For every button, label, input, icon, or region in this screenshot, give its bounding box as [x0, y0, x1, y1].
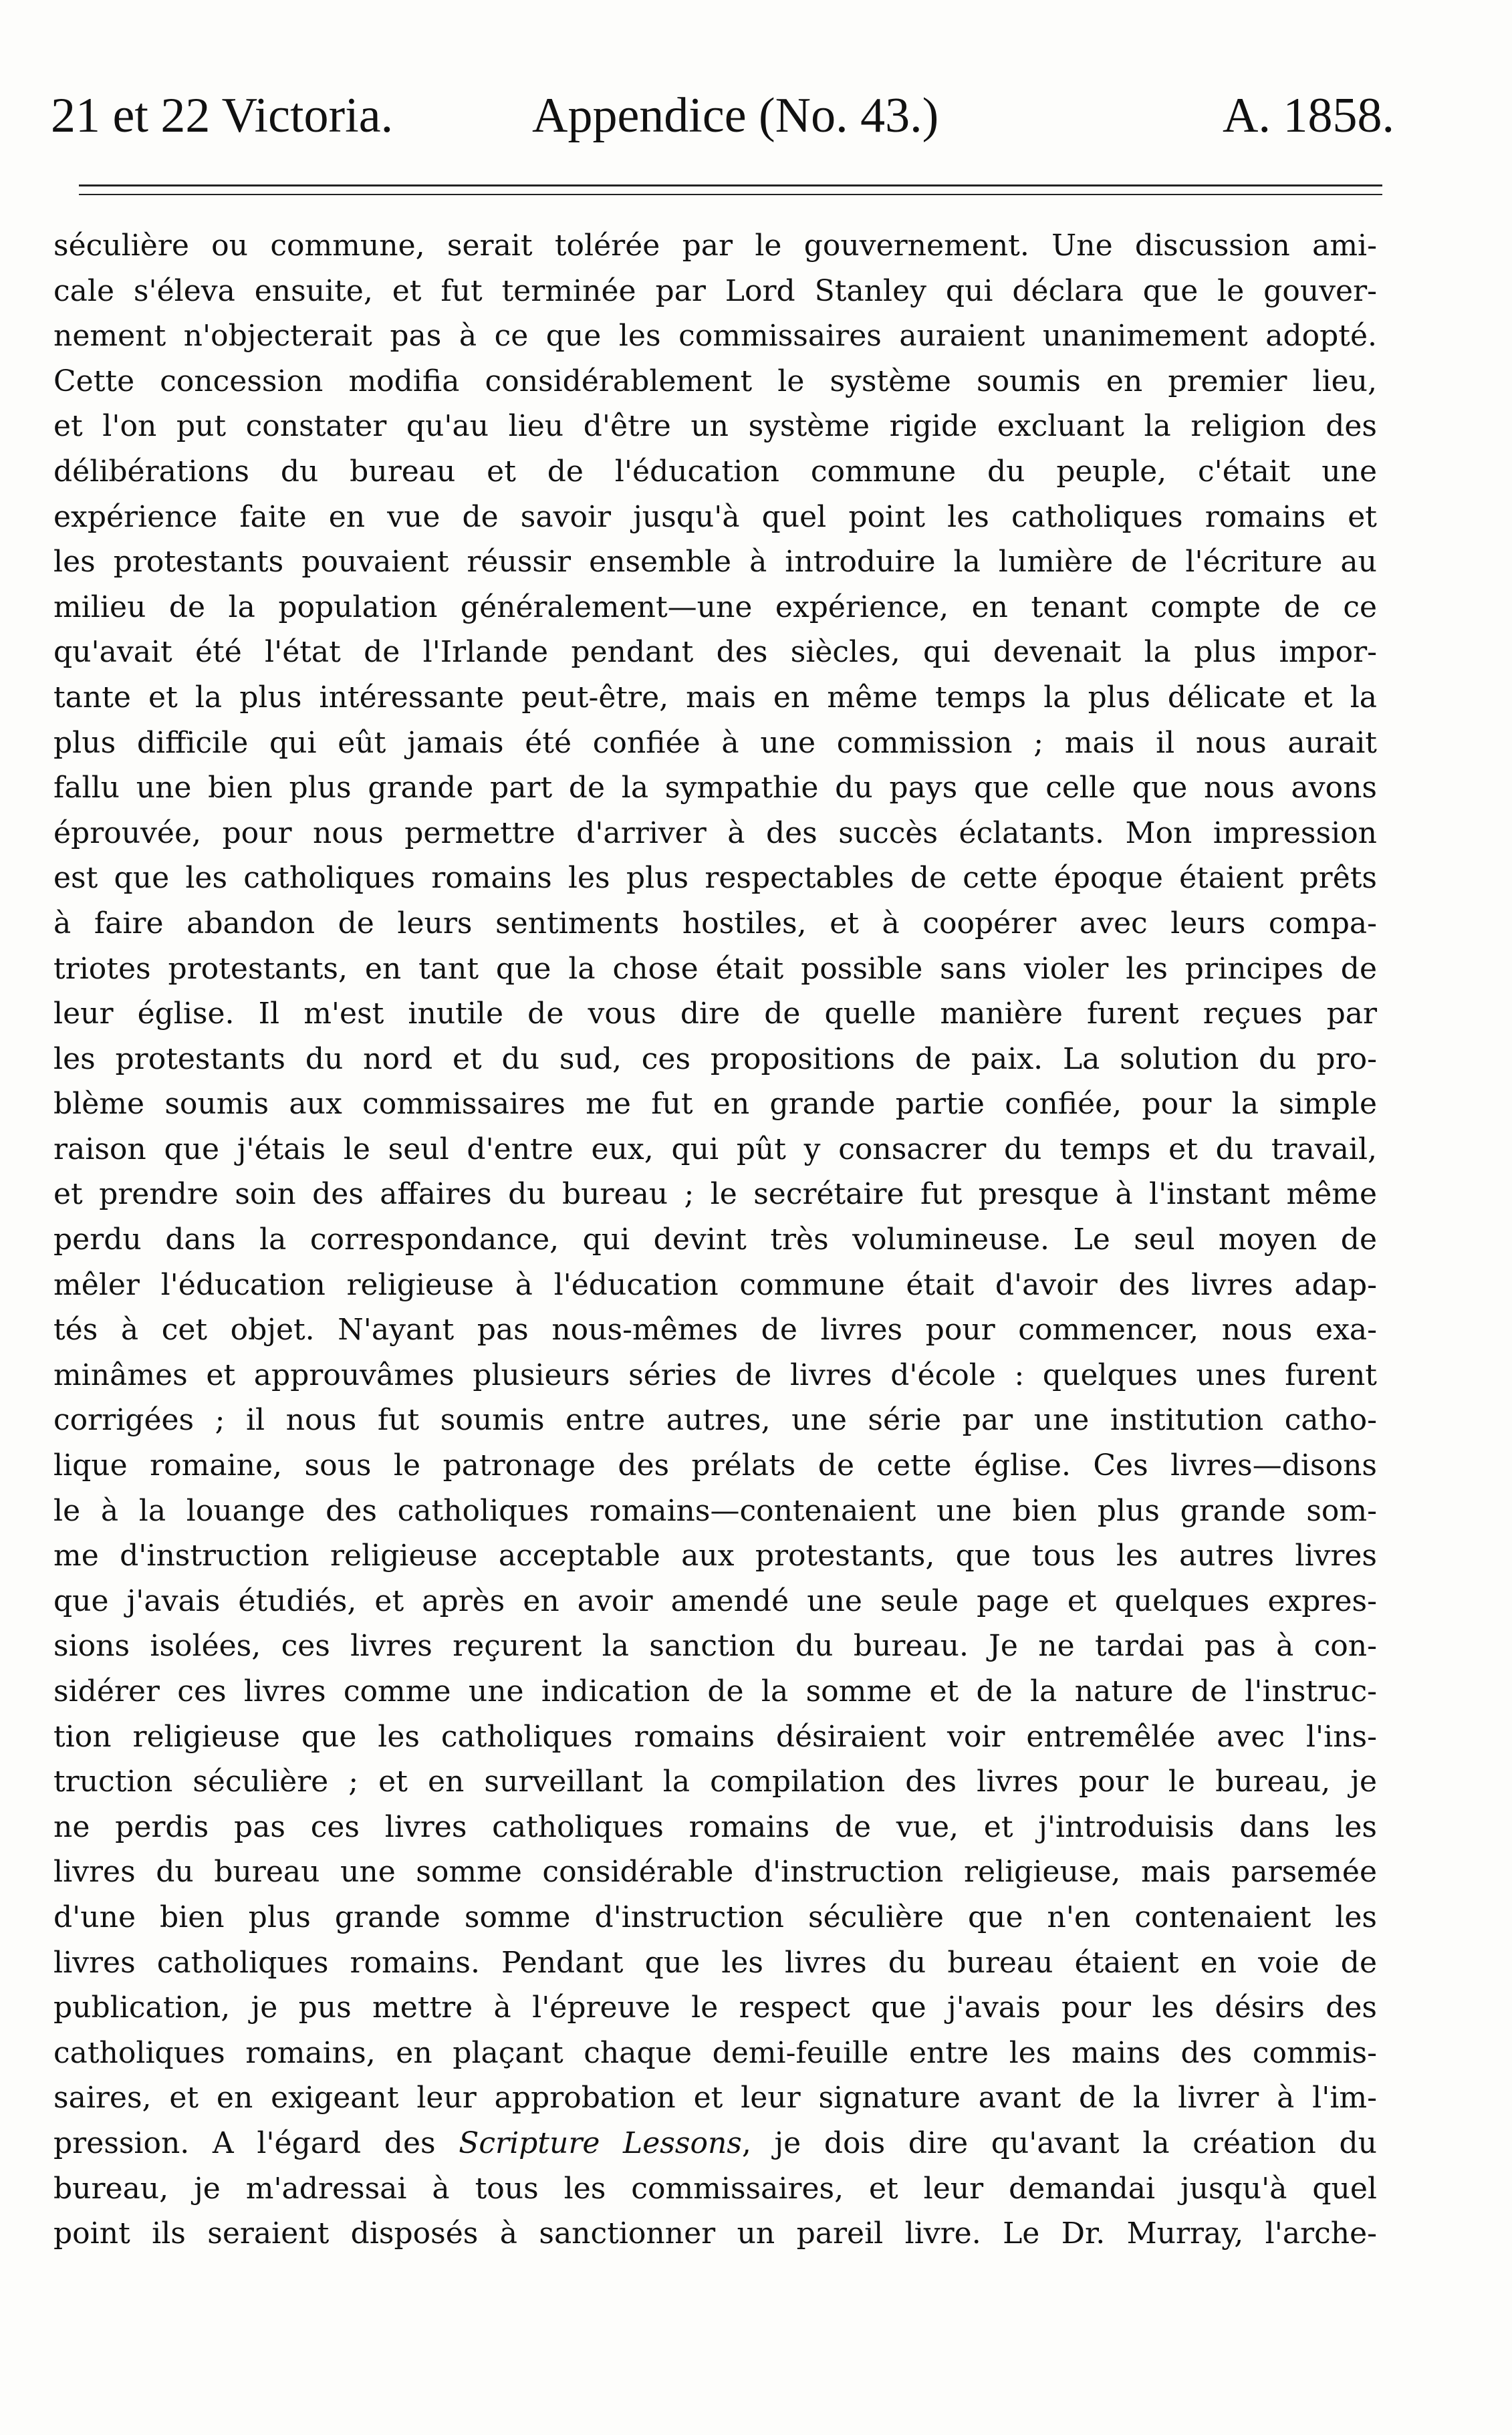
header-appendix: Appendice (No. 43.): [532, 88, 939, 143]
text-line: blème soumis aux commissaires me fut en grande partie confiée, pour la simple: [53, 1087, 1377, 1122]
text-line: tés à cet objet. N'ayant pas nous-mêmes de livres pour commencer, nous exa-: [53, 1313, 1377, 1348]
text-line: à faire abandon de leurs sentiments hostiles, et à coopérer avec leurs compa-: [53, 906, 1377, 940]
text-line: le à la louange des catholiques romains—contenaient une bien plus grande som-: [53, 1493, 1377, 1528]
text-line: truction séculière ; et en surveillant la compilation des livres pour le bureau, je: [53, 1765, 1377, 1799]
text-line: milieu de la population généralement—une expérience, en tenant compte de ce: [53, 590, 1377, 624]
text-line: nement n'objecterait pas à ce que les commissaires auraient unanimement adopté.: [53, 319, 1377, 354]
text-line: livres du bureau une somme considérable d'instruction religieuse, mais parsemée: [53, 1855, 1377, 1890]
text-line: que j'avais étudiés, et après en avoir amendé une seule page et quelques expres-: [53, 1583, 1377, 1618]
text-line: bureau, je m'adressai à tous les commissaires, et leur demandai jusqu'à quel: [53, 2171, 1377, 2206]
text-line: délibérations du bureau et de l'éducation commune du peuple, c'était une: [53, 454, 1377, 489]
text-line: et prendre soin des affaires du bureau ; le secrétaire fut presque à l'instant même: [53, 1177, 1377, 1212]
header-rule-top: [79, 184, 1382, 186]
running-header: [51, 86, 1394, 146]
header-rule-bottom: [79, 194, 1382, 195]
text-line: et l'on put constater qu'au lieu d'être un système rigide excluant la religion des: [53, 409, 1377, 444]
text-line: sions isolées, ces livres reçurent la sanction du bureau. Je ne tardai pas à con-: [53, 1629, 1377, 1664]
text-line: perdu dans la correspondance, qui devint très volumineuse. Le seul moyen de: [53, 1223, 1377, 1257]
text-line: raison que j'étais le seul d'entre eux, qui pût y consacrer du temps et du travail,: [53, 1132, 1377, 1166]
text-line: corrigées ; il nous fut soumis entre autres, une série par une institution catho-: [53, 1403, 1377, 1438]
text-line: plus difficile qui eût jamais été confiée à une commission ; mais il nous aurait: [53, 725, 1377, 760]
text-line: me d'instruction religieuse acceptable aux protestants, que tous les autres livres: [53, 1539, 1377, 1573]
text-line: éprouvée, pour nous permettre d'arriver à des succès éclatants. Mon impression: [53, 815, 1377, 850]
text-line: expérience faite en vue de savoir jusqu'à quel point les catholiques romains et: [53, 499, 1377, 534]
text-line: lique romaine, sous le patronage des prélats de cette église. Ces livres—disons: [53, 1448, 1377, 1483]
text-line: triotes protestants, en tant que la chose était possible sans violer les principes de: [53, 951, 1377, 986]
header-year: A. 1858.: [1223, 88, 1394, 143]
text-line: qu'avait été l'état de l'Irlande pendant des siècles, qui devenait la plus impor-: [53, 635, 1377, 670]
text-line: minâmes et approuvâmes plusieurs séries de livres d'école : quelques unes furent: [53, 1358, 1377, 1392]
text-line: les protestants du nord et du sud, ces propositions de paix. La solution du pro-: [53, 1041, 1377, 1076]
text-line: ne perdis pas ces livres catholiques romains de vue, et j'introduisis dans les: [53, 1809, 1377, 1844]
text-line: sidérer ces livres comme une indication de la somme et de la nature de l'instruc-: [53, 1674, 1377, 1708]
text-line: mêler l'éducation religieuse à l'éducation commune était d'avoir des livres adap-: [53, 1267, 1377, 1302]
text-line: cale s'éleva ensuite, et fut terminée par Lord Stanley qui déclara que le gouver-: [53, 273, 1377, 308]
text-line: point ils seraient disposés à sanctionner un pareil livre. Le Dr. Murray, l'arche-: [53, 2216, 1377, 2251]
text-line: publication, je pus mettre à l'épreuve le respect que j'avais pour les désirs des: [53, 1991, 1377, 2025]
text-line: d'une bien plus grande somme d'instruction séculière que n'en contenaient les: [53, 1900, 1377, 1934]
text-line: saires, et en exigeant leur approbation et leur signature avant de la livrer à l'im-: [53, 2081, 1377, 2116]
body-text: [53, 223, 1377, 2257]
text-line: pression. A l'égard des Scripture Lessons, je dois dire qu'avant la création du: [53, 2126, 1377, 2160]
text-line: séculière ou commune, serait tolérée par le gouvernement. Une discussion ami-: [53, 229, 1377, 263]
text-line: est que les catholiques romains les plus respectables de cette époque étaient prêts: [53, 861, 1377, 896]
text-line: les protestants pouvaient réussir ensemble à introduire la lumière de l'écriture au: [53, 545, 1377, 580]
header-session: 21 et 22 Victoria.: [51, 88, 394, 143]
text-line: Cette concession modifia considérablement le système soumis en premier lieu,: [53, 364, 1377, 398]
text-line: livres catholiques romains. Pendant que les livres du bureau étaient en voie de: [53, 1945, 1377, 1980]
italic-title: Scripture Lessons: [459, 2126, 742, 2160]
text-line: tante et la plus intéressante peut-être, mais en même temps la plus délicate et la: [53, 680, 1377, 715]
text-line: leur église. Il m'est inutile de vous dire de quelle manière furent reçues par: [53, 997, 1377, 1031]
text-line: tion religieuse que les catholiques romains désiraient voir entremêlée avec l'ins-: [53, 1719, 1377, 1754]
text-line: catholiques romains, en plaçant chaque demi-feuille entre les mains des commis-: [53, 2035, 1377, 2070]
text-line: fallu une bien plus grande part de la sympathie du pays que celle que nous avons: [53, 771, 1377, 805]
